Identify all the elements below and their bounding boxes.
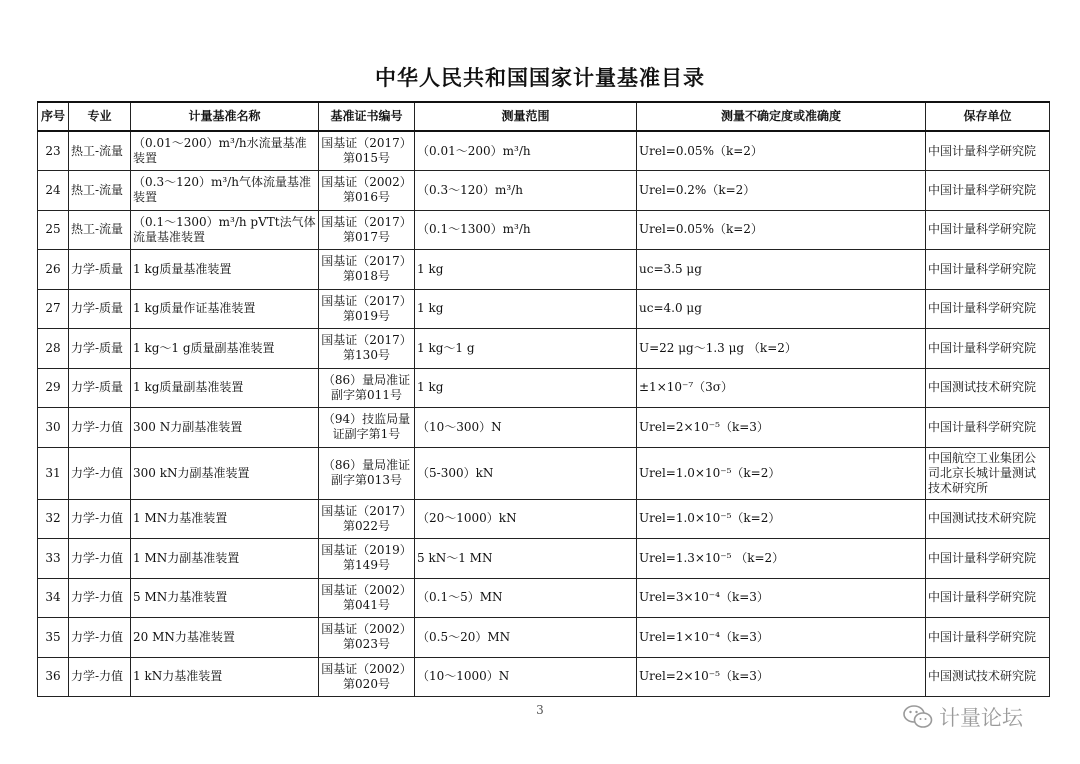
cell-seq: 33 — [38, 539, 69, 579]
cell-range: （5-300）kN — [415, 447, 637, 499]
cell-seq: 30 — [38, 408, 69, 448]
watermark — [903, 702, 1023, 732]
table-row — [38, 578, 1050, 618]
cell-org: 中国航空工业集团公司北京长城计量测试技术研究所 — [926, 447, 1050, 499]
cell-field: 力学-质量 — [69, 250, 131, 290]
table-row — [38, 618, 1050, 658]
cell-range: （10～300）N — [415, 408, 637, 448]
table-row — [38, 539, 1050, 579]
cell-range: 1 kg — [415, 289, 637, 329]
header-seq: 序号 — [38, 102, 69, 131]
cell-range: （10～1000）N — [415, 657, 637, 697]
cell-seq: 25 — [38, 210, 69, 250]
cell-uncertainty: Urel=0.05%（k=2） — [637, 131, 926, 171]
table-row — [38, 329, 1050, 369]
cell-name: 1 kg质量作证基准装置 — [131, 289, 319, 329]
cell-uncertainty: ±1×10⁻⁷（3σ） — [637, 368, 926, 408]
cell-cert: （94）技监局量证副字第1号 — [319, 408, 415, 448]
cell-name: 1 kN力基准装置 — [131, 657, 319, 697]
cell-seq: 28 — [38, 329, 69, 369]
watermark-text: 计量论坛 — [939, 706, 1023, 730]
cell-name: 1 kg质量副基准装置 — [131, 368, 319, 408]
cell-field: 力学-力值 — [69, 657, 131, 697]
cell-seq: 23 — [38, 131, 69, 171]
cell-org: 中国计量科学研究院 — [926, 578, 1050, 618]
cell-field: 力学-力值 — [69, 539, 131, 579]
cell-seq: 32 — [38, 499, 69, 539]
cell-name: 1 MN力副基准装置 — [131, 539, 319, 579]
cell-uncertainty: Urel=2×10⁻⁵（k=3） — [637, 408, 926, 448]
cell-range: （0.01～200）m³/h — [415, 131, 637, 171]
cell-range: 1 kg～1 g — [415, 329, 637, 369]
cell-name: 300 N力副基准装置 — [131, 408, 319, 448]
cell-field: 力学-力值 — [69, 618, 131, 658]
cell-uncertainty: Urel=3×10⁻⁴（k=3） — [637, 578, 926, 618]
cell-org: 中国计量科学研究院 — [926, 618, 1050, 658]
cell-range: 1 kg — [415, 368, 637, 408]
table-row — [38, 408, 1050, 448]
header-cert: 基准证书编号 — [319, 102, 415, 131]
cell-org: 中国计量科学研究院 — [926, 171, 1050, 211]
cell-cert: 国基证（2017）第017号 — [319, 210, 415, 250]
cell-org: 中国计量科学研究院 — [926, 131, 1050, 171]
cell-uncertainty: Urel=1.3×10⁻⁵ （k=2） — [637, 539, 926, 579]
cell-name: 300 kN力副基准装置 — [131, 447, 319, 499]
cell-field: 力学-力值 — [69, 499, 131, 539]
cell-field: 力学-力值 — [69, 447, 131, 499]
cell-seq: 27 — [38, 289, 69, 329]
cell-uncertainty: Urel=0.2%（k=2） — [637, 171, 926, 211]
cell-name: 1 MN力基准装置 — [131, 499, 319, 539]
cell-uncertainty: Urel=0.05%（k=2） — [637, 210, 926, 250]
cell-cert: 国基证（2017）第018号 — [319, 250, 415, 290]
cell-seq: 26 — [38, 250, 69, 290]
cell-cert: 国基证（2002）第041号 — [319, 578, 415, 618]
cell-field: 力学-质量 — [69, 289, 131, 329]
cell-field: 力学-质量 — [69, 329, 131, 369]
cell-name: （0.1～1300）m³/h pVTt法气体流量基准装置 — [131, 210, 319, 250]
cell-range: （0.3～120）m³/h — [415, 171, 637, 211]
cell-uncertainty: uc=4.0 μg — [637, 289, 926, 329]
cell-org: 中国计量科学研究院 — [926, 408, 1050, 448]
cell-org: 中国计量科学研究院 — [926, 250, 1050, 290]
cell-range: 1 kg — [415, 250, 637, 290]
cell-uncertainty: Urel=2×10⁻⁵（k=3） — [637, 657, 926, 697]
cell-range: （0.5～20）MN — [415, 618, 637, 658]
cell-org: 中国测试技术研究院 — [926, 657, 1050, 697]
cell-name: 1 kg质量基准装置 — [131, 250, 319, 290]
header-range: 测量范围 — [415, 102, 637, 131]
cell-org: 中国计量科学研究院 — [926, 539, 1050, 579]
cell-cert: 国基证（2017）第130号 — [319, 329, 415, 369]
cell-uncertainty: Urel=1×10⁻⁴（k=3） — [637, 618, 926, 658]
wechat-icon — [903, 704, 933, 730]
cell-seq: 31 — [38, 447, 69, 499]
cell-org: 中国计量科学研究院 — [926, 210, 1050, 250]
cell-cert: 国基证（2017）第015号 — [319, 131, 415, 171]
cell-seq: 36 — [38, 657, 69, 697]
cell-org: 中国计量科学研究院 — [926, 289, 1050, 329]
cell-org: 中国测试技术研究院 — [926, 368, 1050, 408]
header-field: 专业 — [69, 102, 131, 131]
cell-org: 中国计量科学研究院 — [926, 329, 1050, 369]
table-row — [38, 171, 1050, 211]
page-title: 中华人民共和国国家计量基准目录 — [375, 66, 705, 90]
cell-field: 热工-流量 — [69, 210, 131, 250]
cell-uncertainty: Urel=1.0×10⁻⁵（k=2） — [637, 499, 926, 539]
cell-field: 热工-流量 — [69, 131, 131, 171]
cell-range: 5 kN～1 MN — [415, 539, 637, 579]
cell-name: （0.01～200）m³/h水流量基准装置 — [131, 131, 319, 171]
cell-range: （0.1～5）MN — [415, 578, 637, 618]
cell-seq: 35 — [38, 618, 69, 658]
table-row — [38, 368, 1050, 408]
page-number: 3 — [536, 703, 544, 717]
standards-catalog-table — [37, 101, 1050, 697]
cell-cert: 国基证（2002）第016号 — [319, 171, 415, 211]
cell-field: 力学-力值 — [69, 578, 131, 618]
header-name: 计量基准名称 — [131, 102, 319, 131]
cell-cert: 国基证（2017）第022号 — [319, 499, 415, 539]
cell-cert: 国基证（2002）第020号 — [319, 657, 415, 697]
cell-cert: 国基证（2019）第149号 — [319, 539, 415, 579]
table-row — [38, 250, 1050, 290]
cell-field: 力学-质量 — [69, 368, 131, 408]
cell-range: （0.1～1300）m³/h — [415, 210, 637, 250]
table-header-row — [38, 102, 1050, 131]
table-row — [38, 447, 1050, 499]
cell-seq: 24 — [38, 171, 69, 211]
cell-range: （20～1000）kN — [415, 499, 637, 539]
cell-org: 中国测试技术研究院 — [926, 499, 1050, 539]
table-row — [38, 131, 1050, 171]
cell-name: 5 MN力基准装置 — [131, 578, 319, 618]
table-row — [38, 210, 1050, 250]
cell-cert: （86）量局准证副字第011号 — [319, 368, 415, 408]
cell-field: 热工-流量 — [69, 171, 131, 211]
table-row — [38, 499, 1050, 539]
cell-field: 力学-力值 — [69, 408, 131, 448]
cell-seq: 29 — [38, 368, 69, 408]
table-row — [38, 657, 1050, 697]
cell-cert: 国基证（2017）第019号 — [319, 289, 415, 329]
cell-uncertainty: U=22 μg～1.3 μg （k=2） — [637, 329, 926, 369]
cell-uncertainty: uc=3.5 μg — [637, 250, 926, 290]
cell-name: 20 MN力基准装置 — [131, 618, 319, 658]
cell-name: （0.3～120）m³/h气体流量基准装置 — [131, 171, 319, 211]
header-org: 保存单位 — [926, 102, 1050, 131]
cell-seq: 34 — [38, 578, 69, 618]
cell-name: 1 kg～1 g质量副基准装置 — [131, 329, 319, 369]
cell-uncertainty: Urel=1.0×10⁻⁵（k=2） — [637, 447, 926, 499]
cell-cert: 国基证（2002）第023号 — [319, 618, 415, 658]
header-uncertainty: 测量不确定度或准确度 — [637, 102, 926, 131]
table-row — [38, 289, 1050, 329]
cell-cert: （86）量局准证副字第013号 — [319, 447, 415, 499]
